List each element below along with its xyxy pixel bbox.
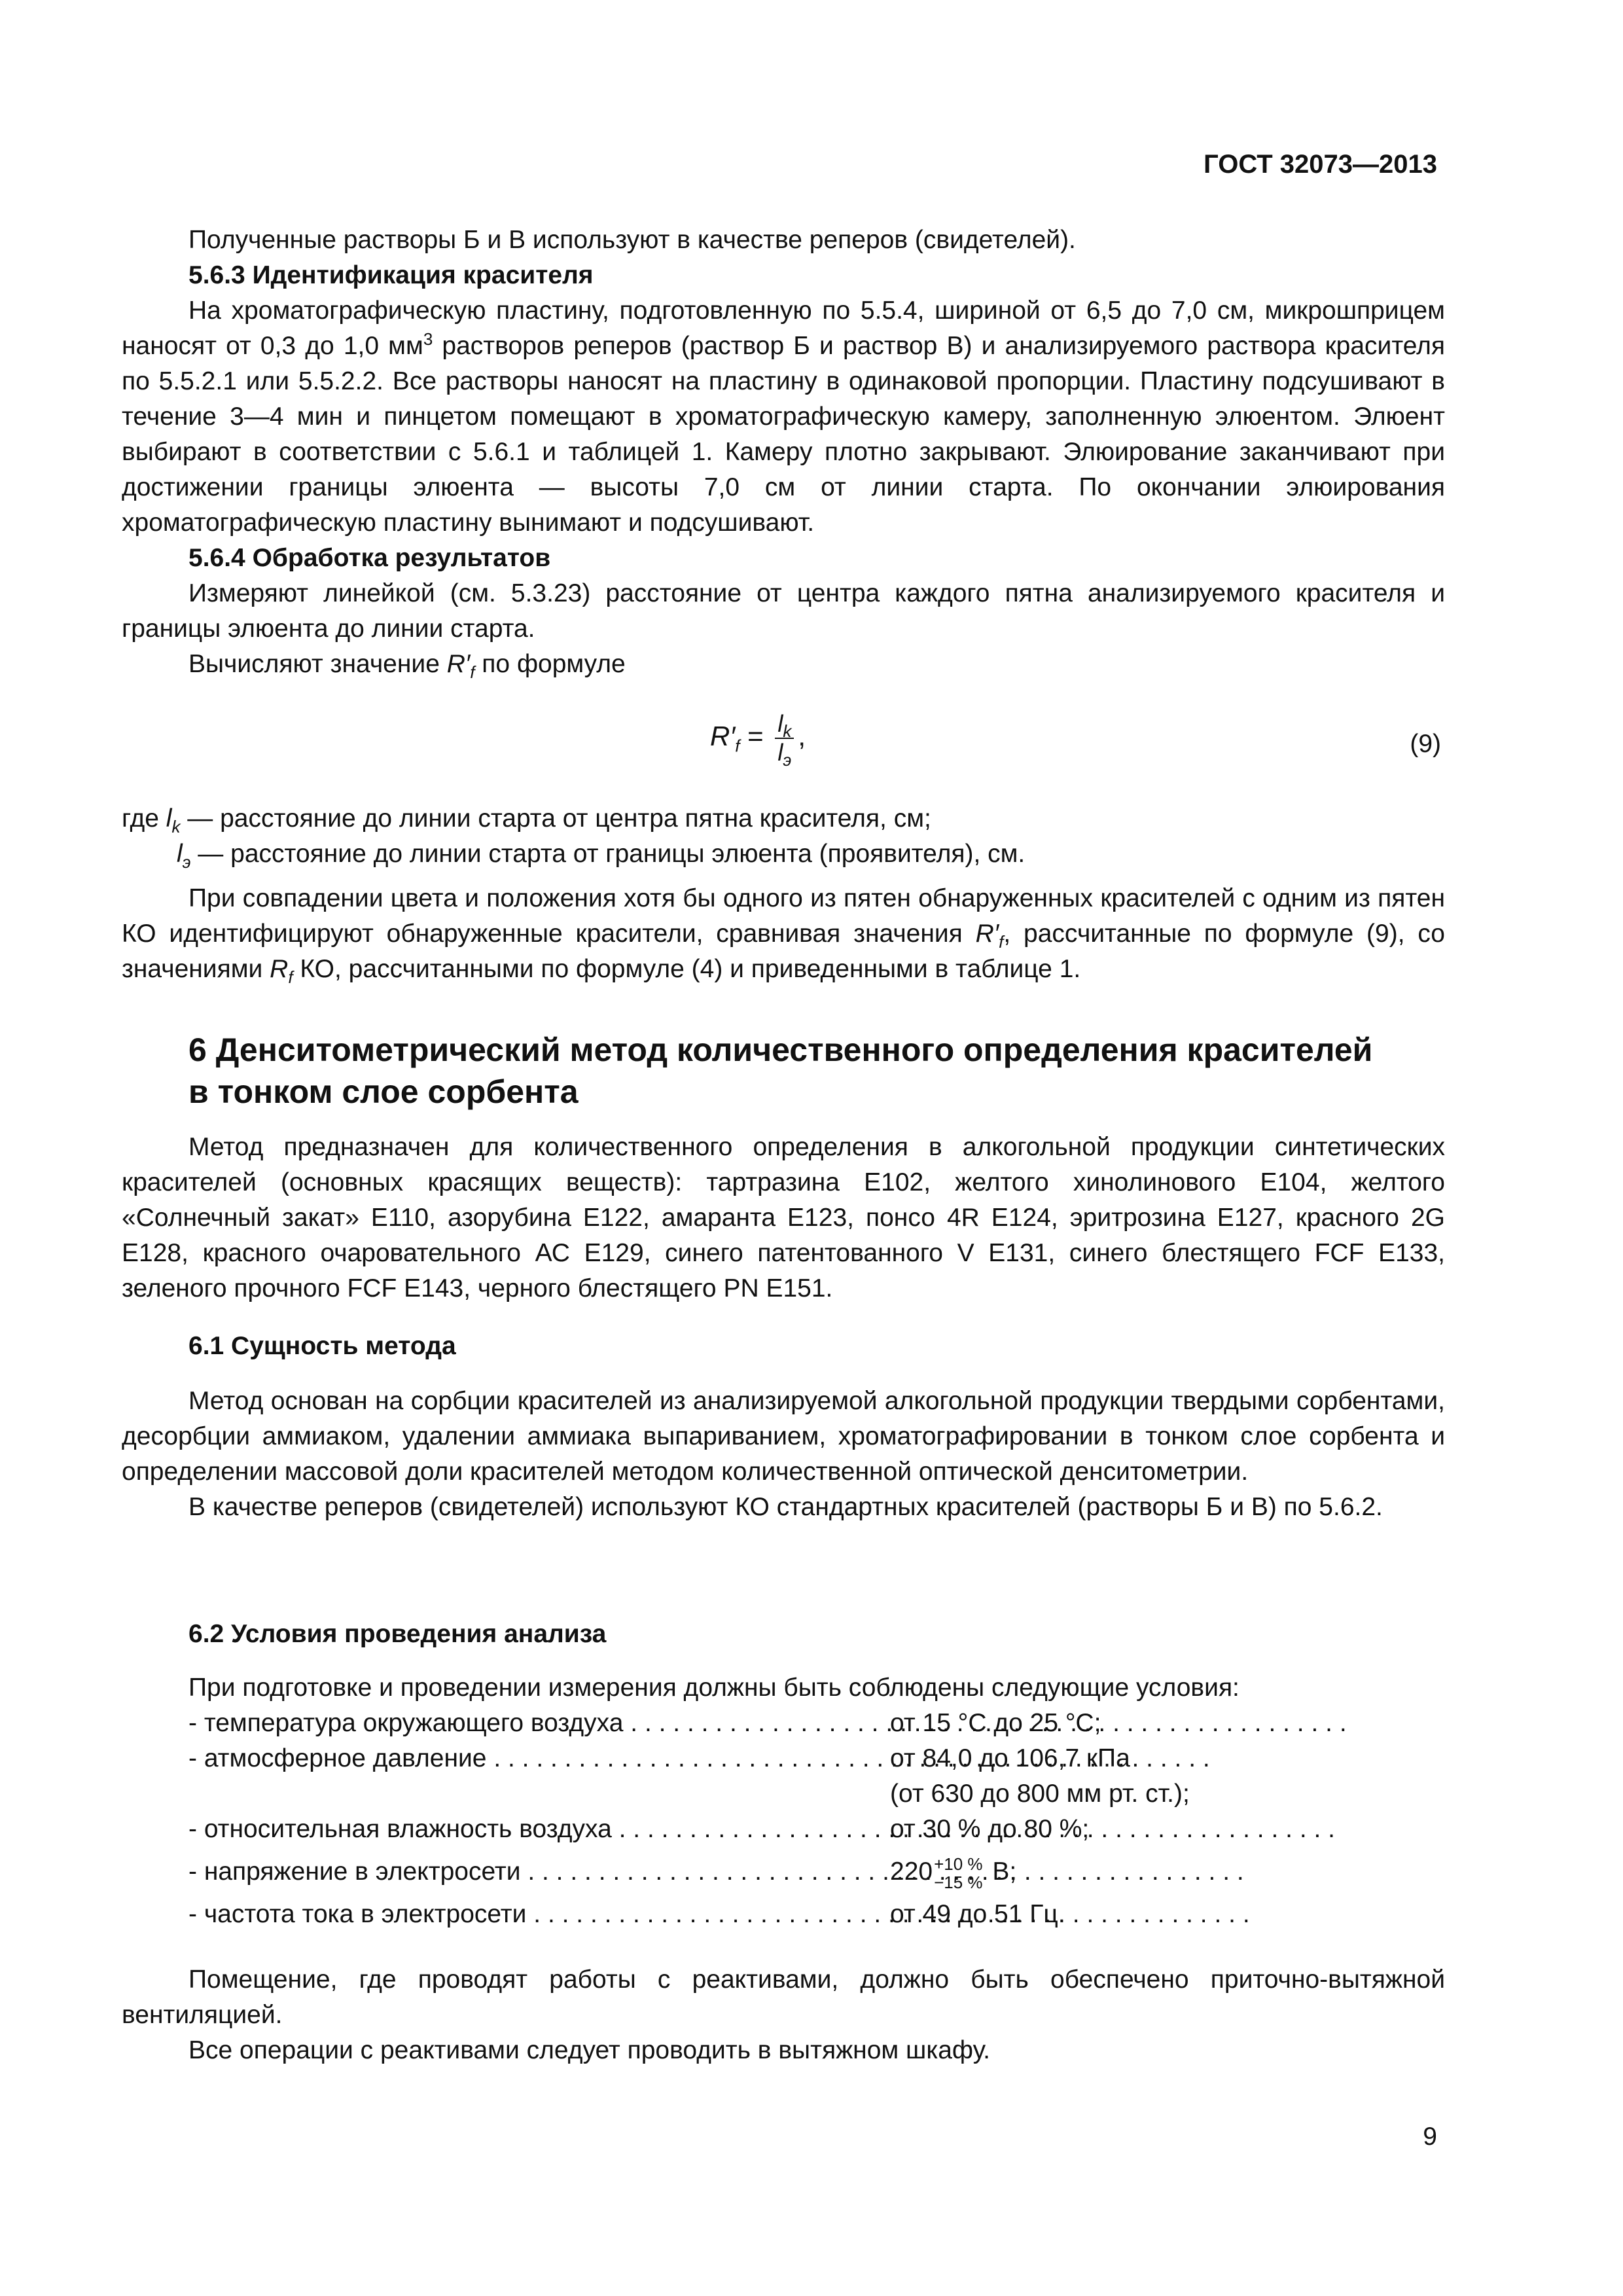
text-part: по формуле [482, 650, 626, 678]
legend-lead: где [122, 804, 159, 833]
paragraph-method-essence: Метод основан на сорбции красителей из анализируемой алкогольной продукции твердыми сорбентами, десорбции аммиаком, удалении аммиака выпариванием, хроматографировании в тонком слое сорбента и определении массовой доли красителей методом количественной оптической денситометрии. [122, 1387, 1445, 1486]
section-6-2 [122, 1617, 1445, 1652]
voltage-tolerance: +10 % −15 % [934, 1854, 983, 1892]
condition-temperature: - температура окружающего воздуха . . . от 15 °С до 25 °С; [188, 1706, 1432, 1741]
section-6-2-body [122, 1962, 1445, 2068]
formula-lhs: $R'_f$ [710, 721, 740, 756]
formula-fraction [775, 710, 794, 770]
section-6-2-lead [122, 1670, 1445, 1706]
heading-6-2: 6.2 Условия проведения анализа [188, 1620, 607, 1648]
paragraph-references-ko: В качестве реперов (свидетелей) используют КО стандартных красителей (растворы Б и В) по 5.6.2. [188, 1493, 1383, 1521]
section-6-1 [122, 1329, 1445, 1364]
paragraph-measure: Измеряют линейкой (см. 5.3.23) расстояние от центра каждого пятна анализируемого красителя и границы элюента до линии старта. [122, 579, 1445, 643]
legend-text: — расстояние до линии старта от центра пятна красителя, см; [180, 804, 931, 833]
condition-humidity: - относительная влажность воздуха . . . от 30 % до 80 %; [188, 1812, 1432, 1847]
body-block-1 [122, 223, 1445, 682]
equation-number: (9) [1410, 730, 1441, 758]
paragraph-matching: При совпадении цвета и положения хотя бы одного из пятен обнаруженных красителей с одним из пятен КО идентифицируют обнаруженные красители, сравнивая значения $R'_f$, рассчитанные по формуле (9), со значениями $R_f$ КО, рассчитанными по формуле (4) и приведенными в таблице 1. [122, 884, 1446, 987]
section-title-line-2: в тонком слое сорбента [188, 1073, 579, 1110]
heading-6-1: 6.1 Сущность метода [188, 1332, 456, 1360]
legend-row-le: $l_э$ — расстояние до линии старта от границы элюента (проявителя), см. [177, 840, 1026, 872]
text-part: Вычисляют значение [188, 650, 440, 678]
condition-pressure-mm: (от 630 до 800 мм рт. ст.); [890, 1780, 1190, 1808]
paragraph-references: Полученные растворы Б и В используют в качестве реперов (свидетелей). [188, 226, 1076, 254]
superscript: 3 [423, 329, 433, 349]
section-6-heading [122, 1029, 1445, 1113]
section-6-1-body [122, 1384, 1445, 1525]
rf-symbol: $R'_f$ [446, 650, 475, 682]
standard-code-header: ГОСТ 32073—2013 [1204, 150, 1437, 179]
condition-voltage: - напряжение в электросети . . . 220 +10 % −15 % В; [188, 1847, 1432, 1897]
paragraph-compute [122, 647, 1445, 682]
formula-9: $R'_f$ = $\frac{l_k}{l_э}$ , [710, 710, 806, 770]
condition-frequency: - частота тока в электросети . . . от 49 до 51 Гц. [188, 1897, 1432, 1932]
condition-pressure: - атмосферное давление . . . от 84,0 до 106,7 кПа [188, 1741, 1432, 1776]
legend-row-lk: где $l_k$ — расстояние до линии старта от центра пятна красителя, см; [122, 804, 931, 836]
heading-5-6-4: 5.6.4 Обработка результатов [188, 544, 551, 572]
formula-numerator: $l_k$ [775, 710, 794, 739]
paragraph-ventilation: Помещение, где проводят работы с реактивами, должно быть обеспечено приточно-вытяжной вентиляцией. [122, 1965, 1445, 2029]
paragraph-fume-hood: Все операции с реактивами следует проводить в вытяжном шкафу. [188, 2036, 991, 2064]
section-title-line-1: 6 Денситометрический метод количественного определения красителей [188, 1031, 1373, 1068]
section-6-intro [122, 1130, 1445, 1306]
conditions-list [188, 1706, 1432, 1932]
paragraph-conditions-lead: При подготовке и проведении измерения должны быть соблюдены следующие условия: [188, 1674, 1240, 1702]
formula-legend [122, 801, 1445, 872]
page-number: 9 [1423, 2123, 1437, 2151]
paragraph-method-purpose: Метод предназначен для количественного определения в алкогольной продукции синтетических красителей (основных красящих веществ): тартразина Е102, желтого хинолинового Е104, желтого «Солнечный закат» Е110, азорубина Е122, амаранта Е123, понсо 4R Е124, эритрозина Е127, красного 2G Е128, красного очаровательного АС Е129, синего патентованного V Е131, синего блестящего FCF Е133, зеленого прочного FCF Е143, черного блестящего PN Е151. [122, 1133, 1445, 1302]
text-part: растворов реперов (раствор Б и раствор В) и анализируемого раствора красителя по 5.5.2.1 или 5.5.2.2. Все растворы наносят на пластину в одинаковой пропорции. Пластину подсушивают в течение 3—4 мин и пинцетом помещают в хроматографическую камеру, заполненную элюентом. Элюент выбирают в соответствии с 5.6.1 и таблицей 1. Камеру плотно закрывают. Элюирование заканчивают при достижении границы элюента — высоты 7,0 см от линии старта. По окончании элюирования хроматографическую пластину вынимают и подсушивают. [122, 332, 1446, 537]
text-part: На хроматографическую пластину, подготовленную по 5.5.4, шириной от 6,5 до 7,0 см, микрошприцем наносят от 0,3 до 1,0 мм [122, 296, 1445, 360]
legend-text: — расстояние до линии старта от границы элюента (проявителя), см. [190, 840, 1026, 868]
formula-denominator: $l_э$ [777, 739, 792, 770]
body-block-2 [122, 881, 1445, 987]
heading-5-6-3: 5.6.3 Идентификация красителя [188, 261, 594, 289]
paragraph-identification [122, 293, 1445, 541]
